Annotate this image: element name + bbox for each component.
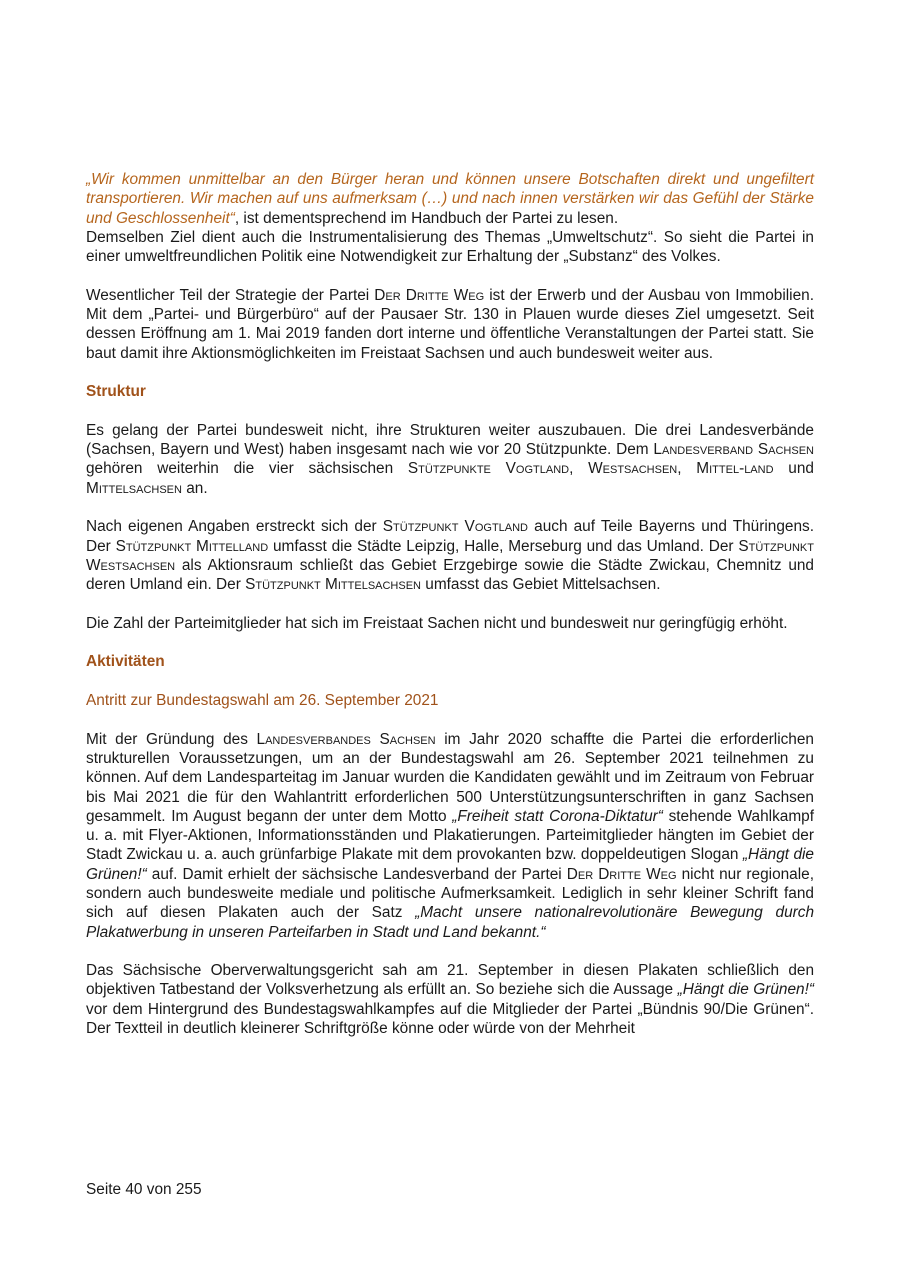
party-name: Der Dritte Weg — [566, 865, 677, 883]
paragraph-mitglieder: Die Zahl der Parteimitglieder hat sich im Freistaat Sachen nicht und bundesweit nur geringfügig erhöht. — [86, 614, 788, 632]
heading-aktivitaeten: Aktivitäten — [86, 653, 165, 671]
party-name: Der Dritte Weg — [374, 286, 485, 304]
paragraph-handbuch-quote: „Wir kommen unmittelbar an den Bürger heran und können unsere Botschaften direkt und ungefiltert transportieren. Wir machen auf uns aufmerksam (…) und nach innen verstärken wir das Gefühl der Stärke und Geschlossenheit“, ist dementsprechend im Handbuch der Partei zu lesen. — [86, 171, 814, 227]
paragraph-stuetzpunkte: Nach eigenen Angaben erstreckt sich der Stützpunkt Vogtland auch auf Teile Bayerns und Thüringens. Der Stützpunkt Mittelland umfasst die Städte Leipzig, Halle, Merseburg und das Umland. Der Stützpunkt Westsachsen als Aktionsraum schließt das Gebiet Erzgebirge sowie die Städte Zwickau, Chemnitz und deren Umland ein. Der Stützpunkt Mittelsachsen umfasst das Gebiet Mittelsachsen. — [86, 518, 814, 594]
document-body — [86, 170, 814, 1038]
subheading-bundestagswahl: Antritt zur Bundestagswahl am 26. September 2021 — [86, 692, 439, 710]
heading-struktur: Struktur — [86, 383, 146, 401]
handbook-quote: „Wir kommen unmittelbar an den Bürger heran und können unsere Botschaften direkt und ungefiltert transportieren. Wir machen auf uns aufmerksam (…) und nach innen verstärken wir das Gefühl der Stärke und Geschlossenheit“ — [86, 171, 814, 227]
paragraph-strukturen: Es gelang der Partei bundesweit nicht, ihre Strukturen weiter auszubauen. Die drei Landesverbände (Sachsen, Bayern und West) haben insgesamt nach wie vor 20 Stützpunkte. Dem Landesverband Sachsen gehören weiterhin die vier sächsischen Stützpunkte Vogtland, Westsachsen, Mittel-land und Mittelsachsen an. — [86, 421, 814, 497]
paragraph-immobilien: Wesentlicher Teil der Strategie der Partei Der Dritte Weg ist der Erwerb und der Ausbau von Immobilien. Mit dem „Partei- und Bürgerbüro“ auf der Pausaer Str. 130 in Plauen wurde dieses Ziel umgesetzt. Seit dessen Eröffnung am 1. Mai 2019 fanden dort interne und öffentliche Veranstaltungen der Partei statt. Sie baut damit ihre Aktionsmöglichkeiten im Freistaat Sachsen und auch bundesweit weiter aus. — [86, 286, 814, 362]
paragraph-wahlkampf: Mit der Gründung des Landesverbandes Sachsen im Jahr 2020 schaffte die Partei die erforderlichen strukturellen Voraussetzungen, um an der Bundestagswahl am 26. September 2021 teilnehmen zu können. Auf dem Landesparteitag im Januar wurden die Kandidaten gewählt und im Zeitraum von Februar bis Mai 2021 die für den Wahlantritt erforderlichen 500 Unterstützungsunterschriften in ganz Sachsen gesammelt. Im August begann der unter dem Motto „Freiheit statt Corona-Diktatur“ stehende Wahlkampf u. a. mit Flyer-Aktionen, Informationsständen und Plakatierungen. Parteimitglieder hängten im Gebiet der Stadt Zwickau u. a. auch grünfarbige Plakate mit dem provokanten bzw. doppeldeutigen Slogan „Hängt die Grünen!“ auf. Damit erhielt der sächsische Landesverband der Partei Der Dritte Weg nicht nur regionale, sondern auch bundesweite mediale und politische Aufmerksamkeit. Lediglich in sehr kleiner Schrift fand sich auf diesen Plakaten auch der Satz „Macht unsere nationalrevolutionäre Bewegung durch Plakatwerbung in unseren Parteifarben in Stadt und Land bekannt.“ — [86, 730, 815, 941]
paragraph-ovg: Das Sächsische Oberverwaltungsgericht sah am 21. September in diesen Plakaten schließlich den objektiven Tatbestand der Volksverhetzung als erfüllt an. So beziehe sich die Aussage „Hängt die Grünen!“ vor dem Hintergrund des Bundestagswahlkampfes auf die Mitglieder der Partei „Bündnis 90/Die Grünen“. Der Textteil in deutlich kleinerer Schriftgröße könne oder würde von der Mehrheit — [86, 962, 814, 1038]
paragraph-umweltschutz: Demselben Ziel dient auch die Instrumentalisierung des Themas „Umweltschutz“. So sieht die Partei in einer umweltfreundlichen Politik eine Notwendigkeit zur Erhaltung der „Substanz“ des Volkes. — [86, 228, 814, 266]
page-number: Seite 40 von 255 — [86, 1181, 202, 1198]
